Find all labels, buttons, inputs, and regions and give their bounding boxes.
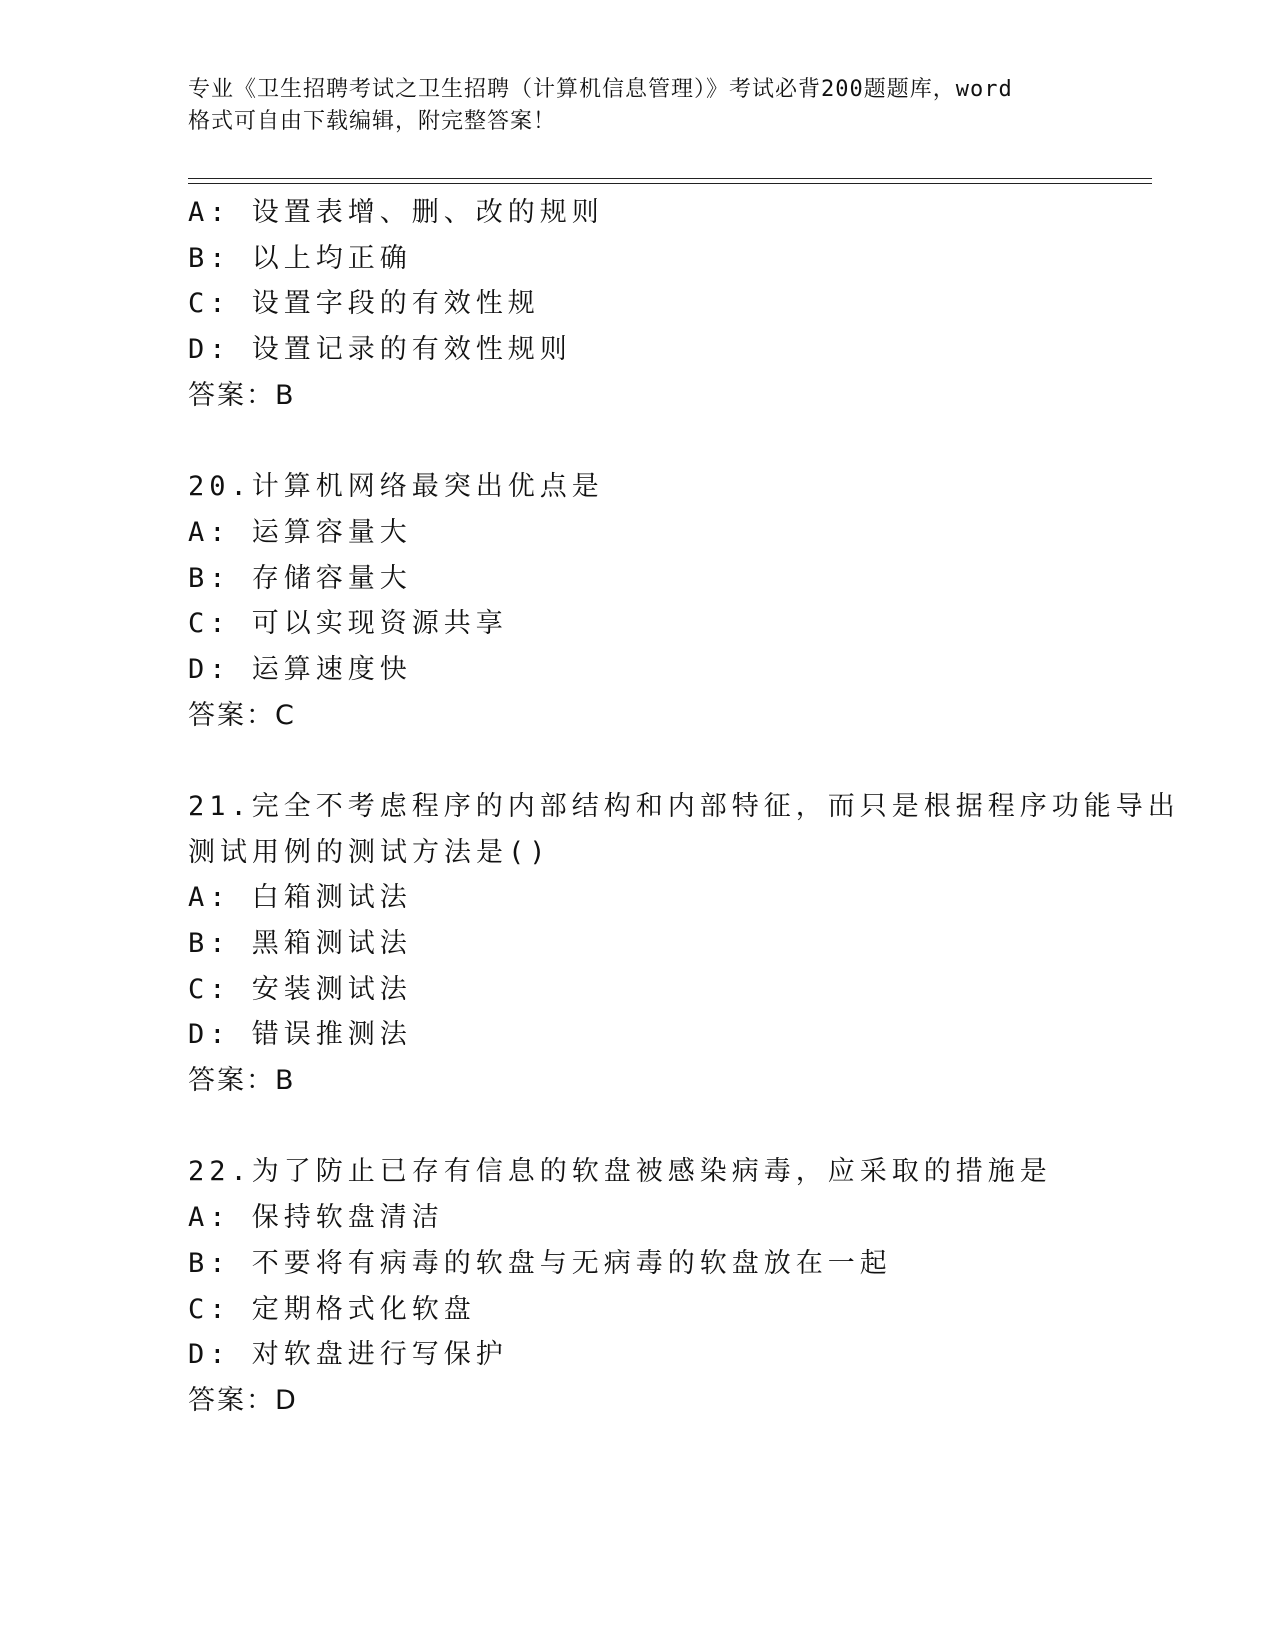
option-a: A: 白箱测试法 bbox=[188, 882, 412, 914]
option-b: B: 不要将有病毒的软盘与无病毒的软盘放在一起 bbox=[188, 1247, 892, 1279]
header-line-1: 专业《卫生招聘考试之卫生招聘（计算机信息管理）》考试必背200题题库，word bbox=[188, 77, 1013, 102]
question-text-line-1: 21.完全不考虑程序的内部结构和内部特征，而只是根据程序功能导出 bbox=[188, 790, 1180, 822]
option-d: D: 错误推测法 bbox=[188, 1019, 412, 1051]
question-20 bbox=[188, 464, 1128, 738]
option-c: C: 可以实现资源共享 bbox=[188, 608, 508, 640]
option-b: B: 以上均正确 bbox=[188, 242, 412, 274]
spacer bbox=[188, 1104, 1128, 1150]
spacer bbox=[188, 418, 1128, 464]
option-c: C: 设置字段的有效性规 bbox=[188, 288, 540, 320]
answer: 答案：B bbox=[188, 1065, 296, 1097]
question-22 bbox=[188, 1149, 1128, 1423]
option-a: A: 保持软盘清洁 bbox=[188, 1202, 444, 1234]
option-c: C: 定期格式化软盘 bbox=[188, 1293, 476, 1325]
option-a: A: 运算容量大 bbox=[188, 516, 412, 548]
option-a: A: 设置表增、删、改的规则 bbox=[188, 197, 604, 228]
question-text-line-2: 测试用例的测试方法是() bbox=[188, 836, 551, 868]
header-divider-top bbox=[188, 178, 1152, 179]
option-d: D: 运算速度快 bbox=[188, 653, 412, 685]
option-b: B: 存储容量大 bbox=[188, 562, 412, 594]
answer: 答案：B bbox=[188, 379, 296, 411]
option-c: C: 安装测试法 bbox=[188, 973, 412, 1005]
header-line-2: 格式可自由下载编辑，附完整答案！ bbox=[188, 109, 557, 134]
question-19 bbox=[188, 190, 1128, 418]
question-text: 20.计算机网络最突出优点是 bbox=[188, 471, 604, 503]
answer: 答案：D bbox=[188, 1384, 298, 1416]
option-d: D: 设置记录的有效性规则 bbox=[188, 334, 572, 366]
answer: 答案：C bbox=[188, 699, 296, 731]
document-header bbox=[188, 74, 1088, 138]
spacer bbox=[188, 738, 1128, 784]
header-divider-bottom bbox=[188, 183, 1152, 184]
option-b: B: 黑箱测试法 bbox=[188, 928, 412, 959]
question-list bbox=[188, 190, 1180, 1424]
option-d: D: 对软盘进行写保护 bbox=[188, 1339, 508, 1371]
question-text: 22.为了防止已存有信息的软盘被感染病毒，应采取的措施是 bbox=[188, 1156, 1052, 1188]
question-21 bbox=[188, 784, 1180, 1104]
